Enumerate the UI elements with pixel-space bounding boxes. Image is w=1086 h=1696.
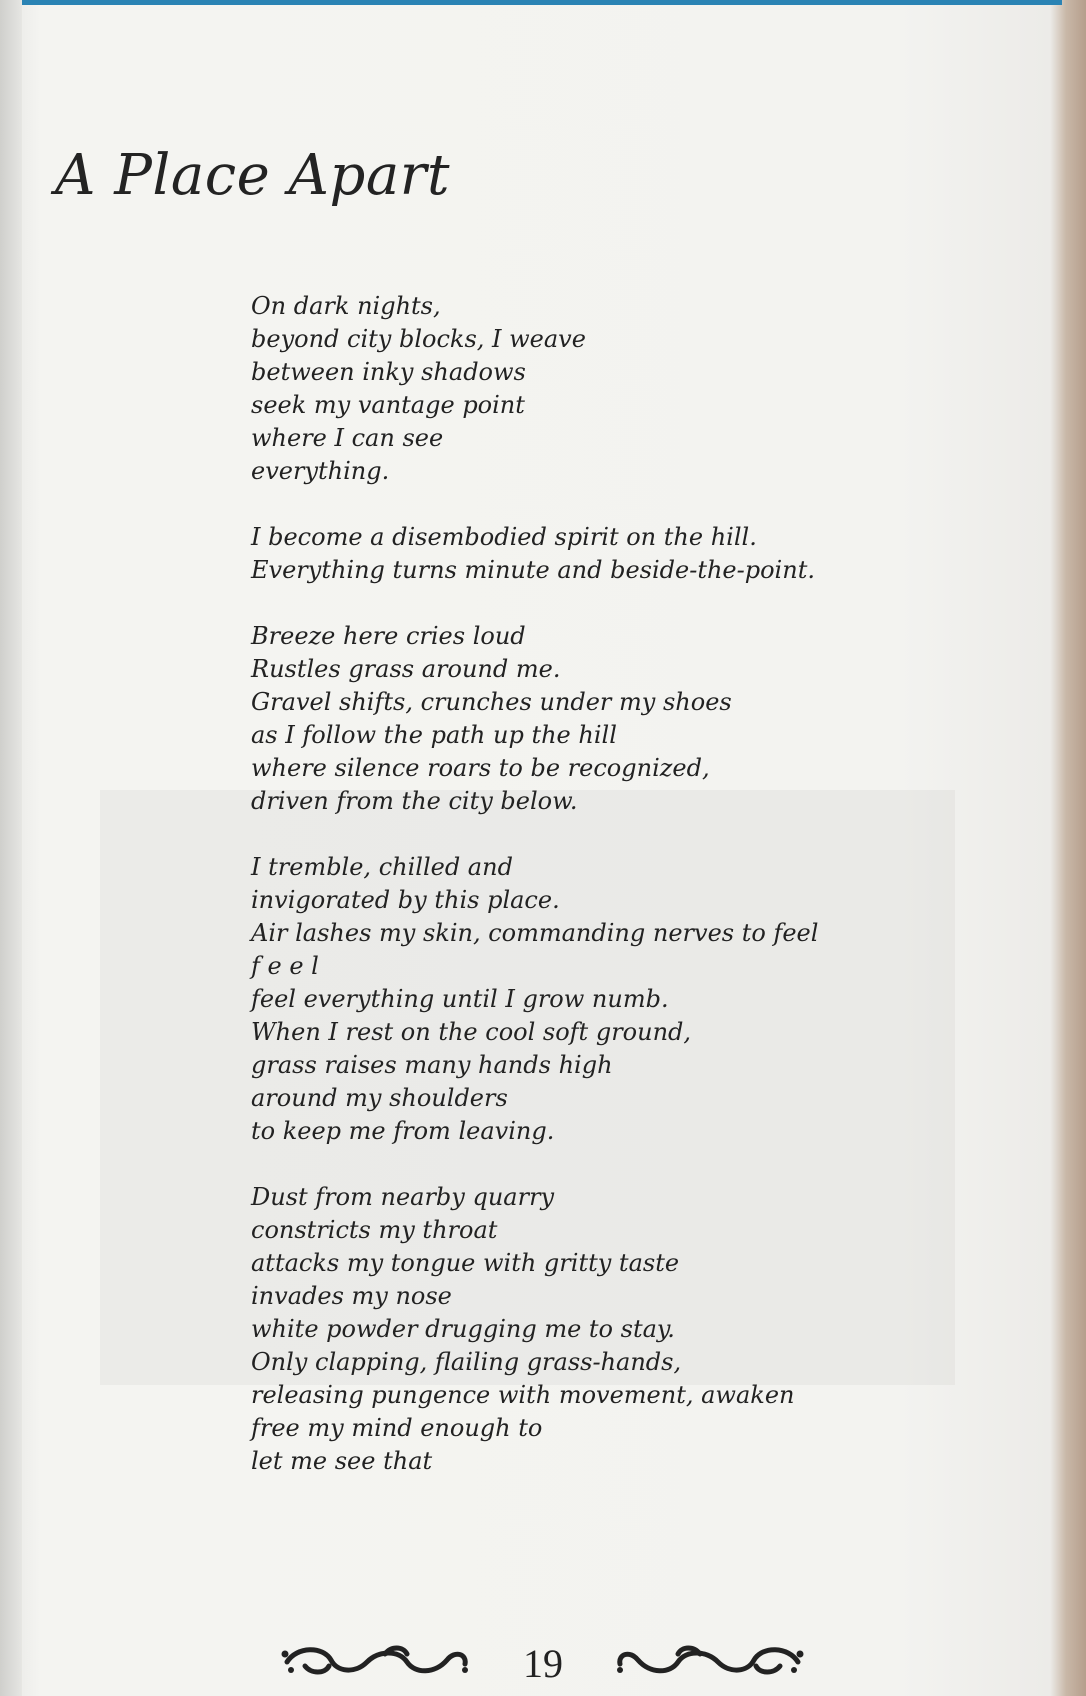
poem-line: let me see that — [251, 1447, 433, 1475]
poem-line: attacks my tongue with gritty taste — [251, 1249, 680, 1277]
page-number: 19 — [523, 1641, 563, 1686]
poem-line: When I rest on the cool soft ground, — [251, 1018, 692, 1046]
poem-line: between inky shadows — [251, 358, 526, 386]
stanza-break — [251, 587, 861, 620]
stanza-break — [251, 1148, 861, 1181]
poem-line: Dust from nearby quarry — [251, 1183, 555, 1211]
poem-line: feel everything until I grow numb. — [251, 985, 669, 1013]
poem-line: Rustles grass around me. — [251, 655, 561, 683]
poem-stanza — [251, 290, 861, 488]
poem-line: grass raises many hands high — [251, 1051, 613, 1079]
cover-edge-strip — [22, 0, 1062, 5]
poem-line: to keep me from leaving. — [251, 1117, 555, 1145]
poem-body — [251, 290, 861, 1478]
poem-line: around my shoulders — [251, 1084, 508, 1112]
right-flourish-ornament — [610, 1640, 810, 1680]
poem-line: everything. — [251, 457, 390, 485]
poem-line: free my mind enough to — [251, 1414, 543, 1442]
poem-line: invades my nose — [251, 1282, 452, 1310]
poem-stanza — [251, 521, 861, 587]
poem-line: where I can see — [251, 424, 444, 452]
poem-line: f e e l — [251, 952, 319, 980]
poem-line: Everything turns minute and beside-the-point. — [251, 556, 815, 584]
poem-line: Air lashes my skin, commanding nerves to feel — [251, 919, 819, 947]
poem-stanza — [251, 620, 861, 818]
page-gutter — [0, 0, 22, 1696]
poem-line: where silence roars to be recognized, — [251, 754, 710, 782]
page-footer — [0, 1636, 1086, 1686]
poem-line: On dark nights, — [251, 292, 441, 320]
poem-line: invigorated by this place. — [251, 886, 560, 914]
poem-line: driven from the city below. — [251, 787, 578, 815]
poem-line: Breeze here cries loud — [251, 622, 526, 650]
poem-line: Only clapping, flailing grass-hands, — [251, 1348, 682, 1376]
stanza-break — [251, 488, 861, 521]
poem-stanza — [251, 851, 861, 1148]
poem-line: I tremble, chilled and — [251, 853, 513, 881]
poem-title: A Place Apart — [55, 143, 450, 208]
poem-line: I become a disembodied spirit on the hill. — [251, 523, 757, 551]
stanza-break — [251, 818, 861, 851]
poem-line: as I follow the path up the hill — [251, 721, 617, 749]
poem-line: seek my vantage point — [251, 391, 525, 419]
poem-line: Gravel shifts, crunches under my shoes — [251, 688, 732, 716]
poem-stanza — [251, 1181, 861, 1478]
poem-line: releasing pungence with movement, awaken — [251, 1381, 795, 1409]
poem-line: constricts my throat — [251, 1216, 498, 1244]
poem-line: white powder drugging me to stay. — [251, 1315, 675, 1343]
poem-line: beyond city blocks, I weave — [251, 325, 586, 353]
